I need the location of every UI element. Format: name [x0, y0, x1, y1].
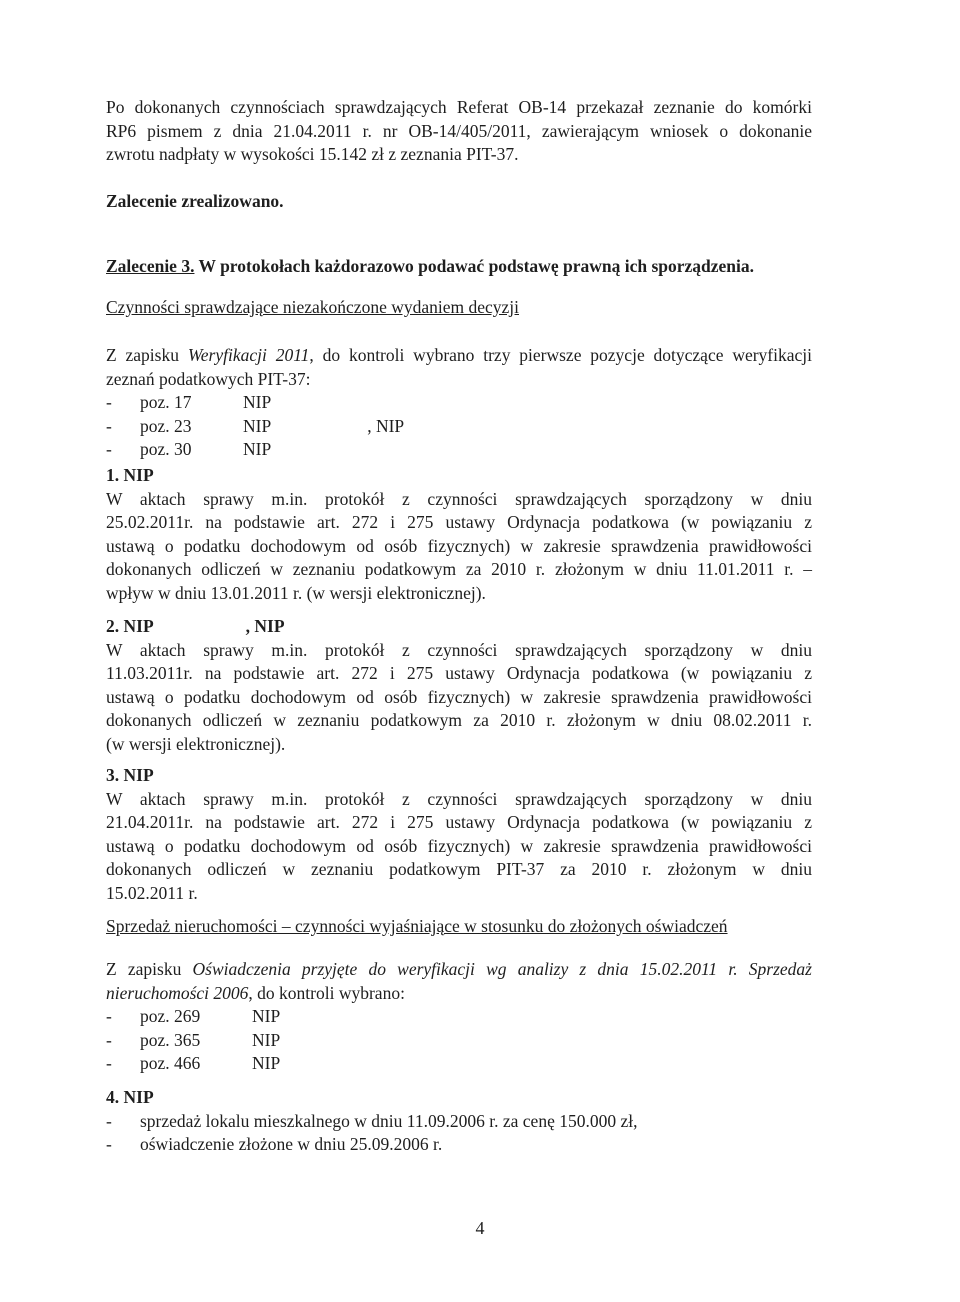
- nip-label: NIP: [243, 439, 272, 459]
- case-line: W aktach sprawy m.in. protokół z czynności sprawdzających sporządzony w dniu: [106, 788, 812, 809]
- list-dash: -: [106, 1006, 112, 1026]
- intro-line: Po dokonanych czynnościach sprawdzających Referat OB-14 przekazał zeznanie do komórki: [106, 97, 812, 117]
- list-dash: -: [106, 415, 112, 436]
- section2-italic2: nieruchomości 2006: [106, 982, 249, 1003]
- case-line: dokonanych odliczeń w zeznaniu podatkowym za 2010 r. złożonym w dniu 08.02.2011 r.: [106, 710, 812, 730]
- section-heading-property-sale: Sprzedaż nieruchomości – czynności wyjaśniające w stosunku do złożonych oświadczeń: [106, 916, 728, 936]
- case-line: wpływ w dniu 13.01.2011 r. (w wersji elektronicznej).: [106, 582, 486, 603]
- recommendation-3: [106, 255, 812, 279]
- case-line: W aktach sprawy m.in. protokół z czynności sprawdzających sporządzony w dniu: [106, 639, 812, 660]
- recommendation-3-text: W protokołach każdorazowo podawać podstawę prawną ich sporządzenia.: [194, 256, 755, 276]
- section2-line: [106, 958, 812, 982]
- intro-line: zwrotu nadpłaty w wysokości 15.142 zł z zeznania PIT-37.: [106, 144, 519, 164]
- list-dash: -: [106, 1029, 112, 1050]
- case-1: [106, 464, 812, 605]
- position-number: poz. 269: [140, 1006, 201, 1026]
- list-dash: -: [106, 1110, 112, 1131]
- case-line: 11.03.2011r. na podstawie art. 272 i 275 ustawy Ordynacja podatkowa (w powiązaniu z: [106, 663, 812, 683]
- section2-italic: Oświadczenia przyjęte do weryfikacji wg analizy z dnia 15.02.2011 r. Sprzedaż: [192, 959, 812, 979]
- nip-label: NIP: [252, 1053, 281, 1073]
- section1-list: [106, 391, 812, 462]
- case-3: [106, 764, 812, 905]
- section-heading-checks: Czynności sprawdzające niezakończone wydaniem decyzji: [106, 297, 520, 317]
- case-title: [106, 615, 812, 639]
- case-line: 21.04.2011r. na podstawie art. 272 i 275 ustawy Ordynacja podatkowa (w powiązaniu z: [106, 812, 812, 832]
- list-text: oświadczenie złożone w dniu 25.09.2006 r.: [140, 1134, 443, 1154]
- list-dash: -: [106, 392, 112, 412]
- nip-label: NIP: [252, 1029, 281, 1050]
- list-dash: -: [106, 1134, 112, 1154]
- section1-line: [106, 344, 812, 368]
- case-title-nip-extra: , NIP: [245, 616, 285, 636]
- case-line: ustawą o podatku dochodowym od osób fizycznych) w zakresie sprawdzenia prawidłowości: [106, 835, 812, 856]
- list-item: [106, 1005, 812, 1029]
- case-title-nip: 2. NIP: [106, 616, 154, 636]
- list-item: [106, 1029, 812, 1053]
- section2-prefix: Z zapisku: [106, 959, 193, 979]
- list-item: [106, 1133, 812, 1157]
- section1-line2: zeznań podatkowych PIT-37:: [106, 368, 311, 389]
- case-line: dokonanych odliczeń w zeznaniu podatkowym za 2010 r. złożonym w dniu 11.01.2011 r. –: [106, 559, 812, 579]
- case-4-list: [106, 1110, 812, 1157]
- list-item: [106, 1110, 812, 1134]
- case-title: 4. NIP: [106, 1087, 154, 1107]
- case-title: 3. NIP: [106, 765, 154, 785]
- nip-label: NIP: [243, 415, 272, 436]
- case-4: [106, 1086, 812, 1157]
- intro-line: RP6 pismem z dnia 21.04.2011 r. nr OB-14/405/2011, zawierającym wniosek o dokonanie: [106, 120, 812, 141]
- list-item: [106, 391, 812, 415]
- list-item: [106, 438, 812, 462]
- case-line: 25.02.2011r. na podstawie art. 272 i 275 ustawy Ordynacja podatkowa (w powiązaniu z: [106, 512, 812, 532]
- position-number: poz. 30: [140, 439, 192, 459]
- nip-label: NIP: [243, 392, 272, 412]
- recommendation-3-label: Zalecenie 3.: [106, 256, 195, 276]
- case-line: ustawą o podatku dochodowym od osób fizycznych) w zakresie sprawdzenia prawidłowości: [106, 686, 812, 707]
- position-number: poz. 466: [140, 1053, 201, 1073]
- case-line: 15.02.2011 r.: [106, 882, 198, 903]
- case-title: 1. NIP: [106, 465, 154, 485]
- case-line: ustawą o podatku dochodowym od osób fizycznych) w zakresie sprawdzenia prawidłowości: [106, 535, 812, 556]
- section1-italic: Weryfikacji 2011: [187, 345, 310, 365]
- list-item: [106, 1052, 812, 1076]
- position-number: poz. 17: [140, 392, 192, 412]
- list-text: sprzedaż lokalu mieszkalnego w dniu 11.09.2006 r. za cenę 150.000 zł,: [140, 1110, 638, 1131]
- case-line: W aktach sprawy m.in. protokół z czynności sprawdzających sporządzony w dniu: [106, 488, 812, 509]
- case-2: [106, 615, 812, 756]
- list-dash: -: [106, 439, 112, 459]
- case-line: (w wersji elektronicznej).: [106, 733, 286, 754]
- intro-paragraph: [106, 96, 812, 167]
- list-dash: -: [106, 1053, 112, 1073]
- list-item: [106, 415, 812, 439]
- recommendation-status: Zalecenie zrealizowano.: [106, 191, 284, 211]
- position-number: poz. 365: [140, 1029, 201, 1050]
- section2-rest: , do kontroli wybrano:: [248, 982, 405, 1003]
- section2-paragraph: [106, 958, 812, 1076]
- position-number: poz. 23: [140, 415, 192, 436]
- section1-rest: , do kontroli wybrano trzy pierwsze pozycje dotyczące weryfikacji: [309, 345, 812, 365]
- section2-list: [106, 1005, 812, 1076]
- section1-prefix: Z zapisku: [106, 345, 188, 365]
- page-number: 4: [475, 1218, 485, 1238]
- nip-label: NIP: [252, 1006, 281, 1026]
- nip-extra: , NIP: [367, 415, 405, 436]
- section1-paragraph: [106, 344, 812, 462]
- case-line: dokonanych odliczeń w zeznaniu podatkowym PIT-37 za 2010 r. złożonym w dniu: [106, 859, 812, 879]
- section2-line2: [106, 982, 812, 1006]
